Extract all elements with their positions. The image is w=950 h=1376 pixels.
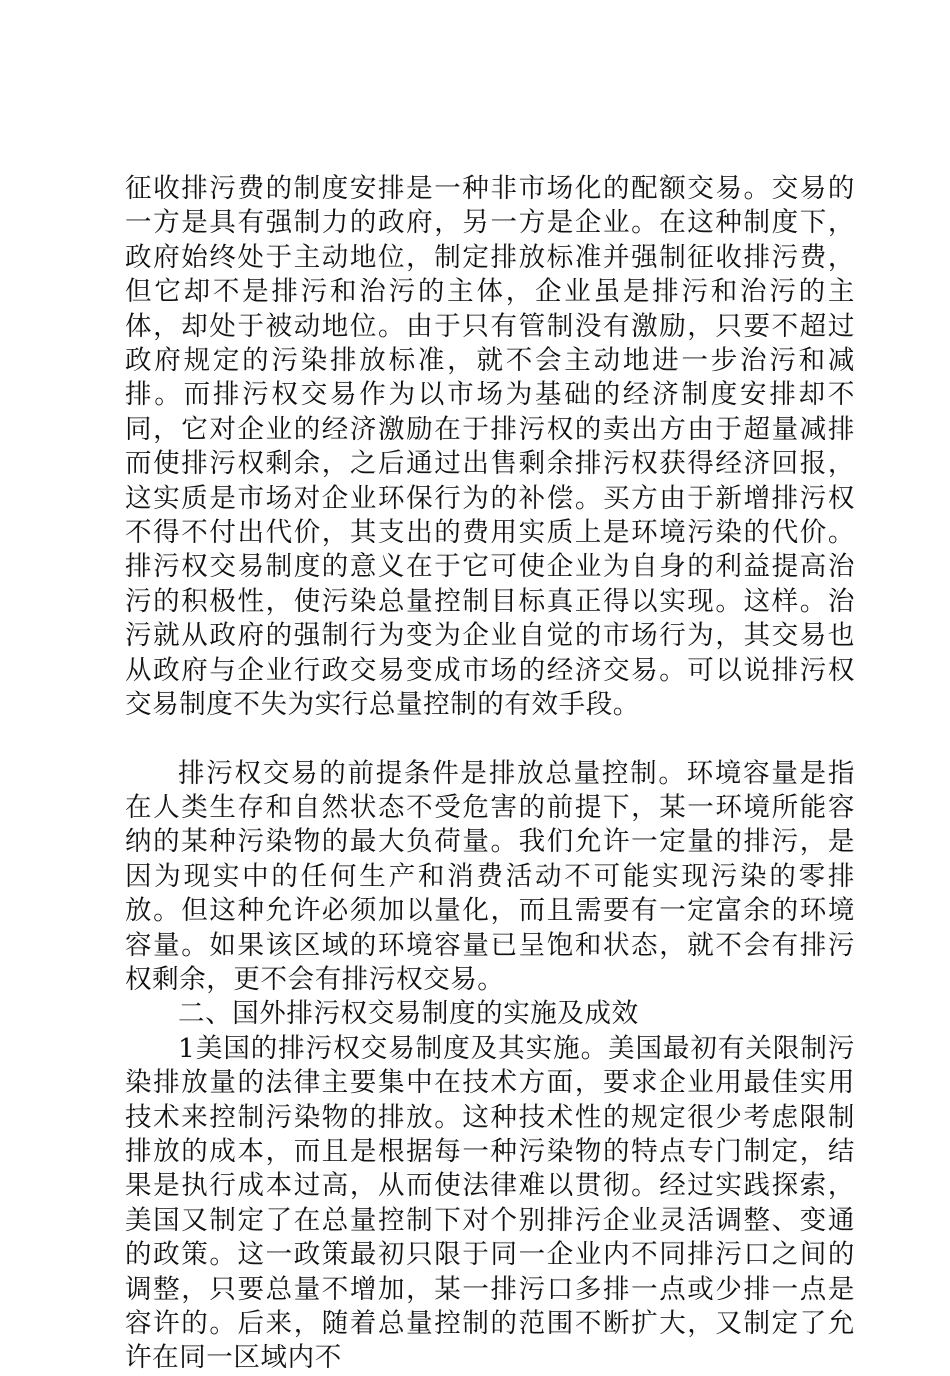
paragraph-total-control: 排污权交易的前提条件是排放总量控制。环境容量是指在人类生存和自然状态不受危害的前提下，某一环境所能容纳的某种污染物的最大负荷量。我们允许一定量的排污，是因为现实中的任何生产和消费活动不可能实现污染的零排放。但这种允许必须加以量化，而且需要有一定富余的环境容量。如果该区域的环境容量已呈饱和状态，就不会有排污权剩余，更不会有排污权交易。 (125, 757, 855, 995)
document-page (125, 172, 855, 1376)
paragraph-us-trading: 1美国的排污权交易制度及其实施。美国最初有关限制污染排放量的法律主要集中在技术方面，要求企业用最佳实用技术来控制污染物的排放。这种技术性的规定很少考虑限制排放的成本，而且是根据每一种污染物的特点专门制定，结果是执行成本过高，从而使法律难以贯彻。经过实践探索，美国又制定了在总量控制下对个别排污企业灵活调整、变通的政策。这一政策最初只限于同一企业内不同排污口之间的调整，只要总量不增加，某一排污口多排一点或少排一点是容许的。后来，随着总量控制的范围不断扩大，又制定了允许在同一区域内不 (125, 1032, 855, 1374)
paragraph-emission-fee: 征收排污费的制度安排是一种非市场化的配额交易。交易的一方是具有强制力的政府，另一方是企业。在这种制度下，政府始终处于主动地位，制定排放标准并强制征收排污费，但它却不是排污和治污的主体，企业虽是排污和治污的主体，却处于被动地位。由于只有管制没有激励，只要不超过政府规定的污染排放标准，就不会主动地进一步治污和减排。而排污权交易作为以市场为基础的经济制度安排却不同，它对企业的经济激励在于排污权的卖出方由于超量减排而使排污权剩余，之后通过出售剩余排污权获得经济回报，这实质是市场对企业环保行为的补偿。买方由于新增排污权不得不付出代价，其支出的费用实质上是环境污染的代价。排污权交易制度的意义在于它可使企业为自身的利益提高治污的积极性，使污染总量控制目标真正得以实现。这样。治污就从政府的强制行为变为企业自觉的市场行为，其交易也从政府与企业行政交易变成市场的经济交易。可以说排污权交易制度不失为实行总量控制的有效手段。 (125, 173, 855, 721)
paragraph-spacer (125, 723, 855, 757)
section-heading: 二、国外排污权交易制度的实施及成效 (178, 998, 639, 1030)
